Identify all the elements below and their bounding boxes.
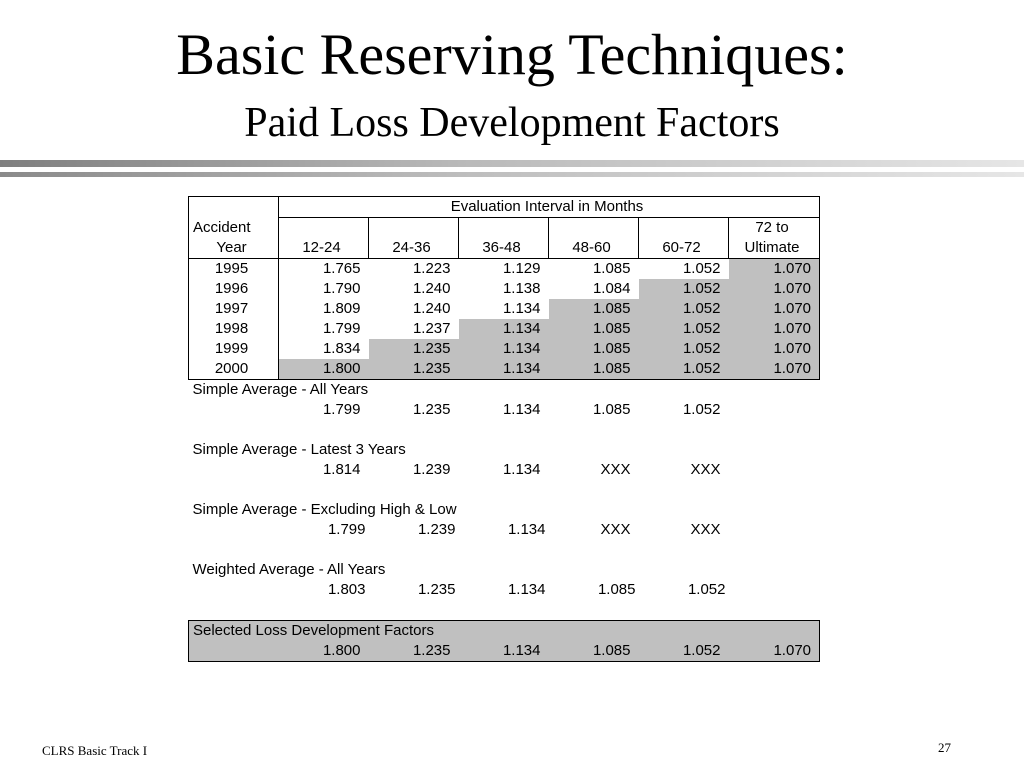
factor-cell: 1.052 [639, 359, 729, 380]
column-header: Ultimate [729, 238, 820, 259]
average-value: 1.052 [682, 401, 721, 418]
average-label: Weighted Average - All Years [192, 561, 386, 578]
accident-year: 1998 [189, 319, 279, 339]
selected-factor: 1.134 [459, 641, 549, 662]
average-values-row [189, 520, 820, 540]
average-value: 1.085 [592, 401, 631, 418]
average-value: 1.814 [322, 461, 361, 478]
table-header-row [189, 218, 820, 239]
factor-cell: 1.134 [459, 359, 549, 380]
column-header [279, 218, 369, 239]
factor-cell: 1.765 [322, 260, 361, 277]
average-values-row [189, 580, 820, 600]
row-header-label: Accident [189, 218, 279, 239]
average-value: 1.799 [322, 401, 361, 418]
factor-cell: 1.052 [639, 299, 729, 319]
factor-cell: 1.085 [592, 260, 631, 277]
column-header: 24-36 [369, 238, 459, 259]
factor-cell: 1.790 [322, 280, 361, 297]
accident-year: 2000 [189, 359, 279, 380]
table-row [189, 279, 820, 299]
factor-cell: 1.235 [369, 359, 459, 380]
average-label-row [189, 560, 820, 580]
average-value: 1.235 [417, 581, 456, 598]
column-header [369, 218, 459, 239]
factor-cell: 1.085 [549, 319, 639, 339]
factor-cell: 1.085 [549, 339, 639, 359]
factor-cell: 1.070 [729, 339, 820, 359]
group-header: Evaluation Interval in Months [279, 197, 820, 218]
factor-cell: 1.134 [502, 300, 541, 317]
selected-factor: 1.052 [639, 641, 729, 662]
accident-year: 1999 [189, 339, 279, 359]
factor-cell: 1.237 [412, 320, 451, 337]
footer-course-label: CLRS Basic Track I [42, 743, 148, 758]
average-label: Simple Average - All Years [192, 381, 369, 398]
average-value: 1.803 [327, 581, 366, 598]
factor-cell: 1.052 [682, 260, 721, 277]
average-value: 1.134 [507, 521, 546, 538]
factor-cell: 1.129 [502, 260, 541, 277]
table-row [189, 319, 820, 339]
table-row [189, 259, 820, 280]
factor-cell: 1.134 [459, 339, 549, 359]
average-values-row [189, 460, 820, 480]
factor-cell: 1.240 [412, 280, 451, 297]
average-value: XXX [600, 521, 631, 538]
column-header [639, 218, 729, 239]
average-value: 1.052 [687, 581, 726, 598]
column-header [459, 218, 549, 239]
average-label: Simple Average - Excluding High & Low [192, 501, 457, 518]
selected-factors-label: Selected Loss Development Factors [189, 621, 820, 642]
factor-cell: 1.223 [412, 260, 451, 277]
column-header: 72 to [729, 218, 820, 239]
table-row [189, 339, 820, 359]
slide-title: Basic Reserving Techniques: [176, 22, 848, 87]
factor-cell: 1.070 [729, 259, 820, 280]
selected-factor: 1.235 [369, 641, 459, 662]
table-row [189, 359, 820, 380]
average-value: 1.134 [507, 581, 546, 598]
factor-cell: 1.084 [592, 280, 631, 297]
average-value: 1.134 [502, 401, 541, 418]
factor-cell: 1.235 [369, 339, 459, 359]
factor-cell: 1.070 [729, 299, 820, 319]
average-value: 1.134 [502, 461, 541, 478]
column-header: 60-72 [639, 238, 729, 259]
average-value: 1.235 [412, 401, 451, 418]
average-value: 1.799 [327, 521, 366, 538]
accident-year: 1996 [189, 279, 279, 299]
average-values-row [189, 400, 820, 420]
page-number: 27 [938, 740, 951, 755]
factor-cell: 1.800 [279, 359, 369, 380]
selected-factor: 1.800 [279, 641, 369, 662]
factor-cell: 1.085 [549, 359, 639, 380]
selected-factor: 1.070 [729, 641, 820, 662]
average-value: XXX [600, 461, 631, 478]
average-value: 1.085 [597, 581, 636, 598]
average-label-row [189, 500, 820, 520]
factor-cell: 1.052 [639, 279, 729, 299]
average-value: XXX [690, 521, 721, 538]
table-row [189, 299, 820, 319]
factor-cell: 1.052 [639, 319, 729, 339]
average-value: XXX [690, 461, 721, 478]
factor-cell: 1.052 [639, 339, 729, 359]
factor-cell: 1.809 [322, 300, 361, 317]
table-header-row [189, 238, 820, 259]
factor-cell: 1.070 [729, 279, 820, 299]
row-header-cell [189, 197, 279, 218]
factor-cell: 1.070 [729, 319, 820, 339]
row-header-label: Year [189, 238, 279, 259]
average-value: 1.239 [417, 521, 456, 538]
average-label-row [189, 440, 820, 460]
factor-cell: 1.799 [322, 320, 361, 337]
column-header: 48-60 [549, 238, 639, 259]
factor-cell: 1.240 [412, 300, 451, 317]
column-header [549, 218, 639, 239]
average-label-row [189, 380, 820, 401]
selected-factor: 1.085 [549, 641, 639, 662]
accident-year: 1997 [189, 299, 279, 319]
average-label: Simple Average - Latest 3 Years [192, 441, 406, 458]
column-header: 12-24 [279, 238, 369, 259]
development-factor-table [188, 196, 820, 662]
factor-cell: 1.070 [729, 359, 820, 380]
title-divider-bottom [0, 172, 1024, 177]
selected-factors-row [189, 641, 820, 662]
factor-cell: 1.085 [549, 299, 639, 319]
slide-subtitle: Paid Loss Development Factors [244, 100, 780, 146]
selected-factors-label-row [189, 621, 820, 642]
table-header-row [189, 197, 820, 218]
column-header: 36-48 [459, 238, 549, 259]
title-divider-top [0, 160, 1024, 167]
average-value: 1.239 [412, 461, 451, 478]
factor-cell: 1.834 [322, 340, 361, 357]
factor-cell: 1.134 [459, 319, 549, 339]
factor-cell: 1.138 [502, 280, 541, 297]
accident-year: 1995 [189, 259, 279, 280]
